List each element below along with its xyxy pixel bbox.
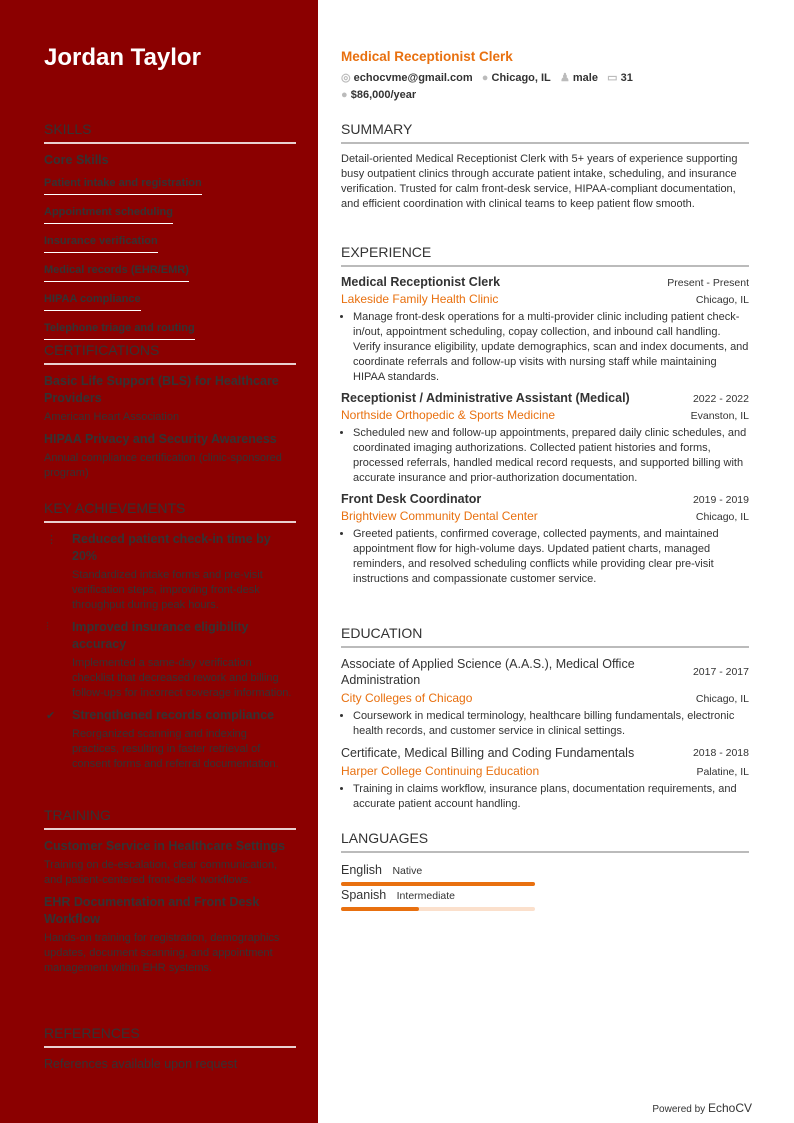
job-dates: 2019 - 2019 xyxy=(692,494,749,506)
skills-section xyxy=(44,121,296,347)
job-bullets xyxy=(341,426,749,486)
edu-location: Palatine, IL xyxy=(696,766,749,778)
skill-item: Medical records (EHR/EMR) xyxy=(44,264,189,282)
person-icon: ♟ xyxy=(559,72,570,84)
education-subheader xyxy=(341,691,749,705)
education-header xyxy=(341,656,749,688)
references-text: References available upon request xyxy=(44,1057,238,1071)
dots-icon: ⋮ xyxy=(46,534,57,546)
bullet: • Training in claims workflow, insurance plans, documentation requirements, and accurate patient account handling. xyxy=(353,782,749,812)
bullet: • Coursework in medical terminology, healthcare billing fundamentals, electronic health records, and customer service in clinical settings. xyxy=(353,709,749,739)
certification-desc: Annual compliance certification (clinic-sponsored program) xyxy=(44,452,282,479)
experience-header xyxy=(341,275,749,289)
languages-heading: LANGUAGES xyxy=(341,830,749,853)
experience-item xyxy=(341,492,749,587)
training-section xyxy=(44,807,296,982)
experience-subheader xyxy=(341,292,749,306)
achievement-desc: Standardized intake forms and pre-visit verification steps, improving front-desk throughput during peak hours. xyxy=(72,569,263,611)
email-icon: ◎ xyxy=(341,72,351,84)
header xyxy=(341,49,749,104)
skill-item: Appointment scheduling xyxy=(44,206,173,224)
experience-subheader xyxy=(341,509,749,523)
achievement-item xyxy=(44,619,296,701)
training-desc: Training on de-escalation, clear communication, and patient-centered front-desk workflows. xyxy=(44,859,278,886)
languages-section xyxy=(341,830,749,911)
language-level: Native xyxy=(392,865,423,877)
education-subheader xyxy=(341,764,749,778)
skill-item: HIPAA compliance xyxy=(44,293,141,311)
language-name: Spanish xyxy=(341,888,387,902)
job-bullets xyxy=(341,310,749,385)
bullet: • Greeted patients, confirmed coverage, collected payments, and maintained appointment flow for high-volume days. Updated patient charts, managed reminders, and resolved scheduling conflicts while providing clear pre-visit instructions and compassionate customer service. xyxy=(353,527,749,587)
references-section xyxy=(44,1025,296,1073)
powered-by: Powered by xyxy=(652,1104,706,1115)
salary: $86,000/year xyxy=(350,89,417,101)
company: Brightview Community Dental Center xyxy=(341,509,538,523)
education-heading: EDUCATION xyxy=(341,625,749,648)
check-circle-icon: ✔ xyxy=(46,710,56,722)
bullet: • Scheduled new and follow-up appointments, prepared daily clinic schedules, and coordinated imaging authorizations. Collected patient histories and forms, processed referrals, handled medical record requests, and supported billing with accurate insurance and prior-authorization documentation. xyxy=(353,426,749,486)
experience-subheader xyxy=(341,408,749,422)
summary-section xyxy=(341,121,749,212)
job-location: Chicago, IL xyxy=(695,511,749,523)
language-name: English xyxy=(341,863,382,877)
email: echocvme@gmail.com xyxy=(353,72,473,84)
age: 31 xyxy=(620,72,633,84)
training-title: Customer Service in Healthcare Settings xyxy=(44,839,286,853)
location: Chicago, IL xyxy=(491,72,551,84)
language-level: Intermediate xyxy=(396,890,456,902)
job-dates: Present - Present xyxy=(667,277,749,289)
achievement-desc: Reorganized scanning and indexing practices, resulting in faster retrieval of consent forms and referral documentation. xyxy=(72,728,279,770)
company: Northside Orthopedic & Sports Medicine xyxy=(341,408,556,422)
skill-item: Insurance verification xyxy=(44,235,158,253)
education-header xyxy=(341,745,749,761)
certifications-section xyxy=(44,342,296,487)
job-location: Chicago, IL xyxy=(695,294,749,306)
school: City Colleges of Chicago xyxy=(341,691,473,705)
summary-heading: SUMMARY xyxy=(341,121,749,144)
skill-item: Telephone triage and routing xyxy=(44,322,195,340)
achievements-heading: KEY ACHIEVEMENTS xyxy=(44,500,296,523)
degree: Certificate, Medical Billing and Coding Fundamentals xyxy=(341,746,635,760)
achievement-title: Improved insurance eligibility accuracy xyxy=(72,620,249,651)
education-item xyxy=(341,745,749,812)
edu-bullets xyxy=(341,782,749,812)
references-heading: REFERENCES xyxy=(44,1025,296,1048)
experience-heading: EXPERIENCE xyxy=(341,244,749,267)
training-title: EHR Documentation and Front Desk Workflow xyxy=(44,895,260,926)
language-level-bar xyxy=(341,907,535,911)
edu-dates: 2017 - 2017 xyxy=(692,666,749,678)
footer xyxy=(652,1101,752,1115)
language-label xyxy=(341,886,535,904)
location-icon: ● xyxy=(481,72,489,84)
job-location: Evanston, IL xyxy=(690,410,749,422)
edu-bullets xyxy=(341,709,749,739)
job-bullets xyxy=(341,527,749,587)
education-item xyxy=(341,656,749,739)
skill-item: Patient intake and registration xyxy=(44,177,202,195)
job-title: Medical Receptionist Clerk xyxy=(341,275,501,289)
achievement-item xyxy=(44,531,296,613)
salary-icon: ● xyxy=(341,89,348,101)
training-heading: TRAINING xyxy=(44,807,296,830)
edu-location: Chicago, IL xyxy=(695,693,749,705)
certification-title: Basic Life Support (BLS) for Healthcare Providers xyxy=(44,374,279,405)
sliders-icon: ⫶ xyxy=(46,621,49,633)
calendar-icon: ▭ xyxy=(607,72,618,84)
skills-subheading: Core Skills xyxy=(44,153,109,167)
experience-section xyxy=(341,244,749,593)
brand: EchoCV xyxy=(707,1101,752,1115)
experience-item xyxy=(341,275,749,385)
training-desc: Hands-on training for registration, demographics updates, document scanning, and appointment management within EHR systems. xyxy=(44,932,280,974)
achievement-item xyxy=(44,707,296,772)
achievement-title: Reduced patient check-in time by 20% xyxy=(72,532,271,563)
certifications-heading: CERTIFICATIONS xyxy=(44,342,296,365)
candidate-name: Jordan Taylor xyxy=(44,44,201,71)
certification-title: HIPAA Privacy and Security Awareness xyxy=(44,432,277,446)
job-title: Receptionist / Administrative Assistant (Medical) xyxy=(341,391,630,405)
experience-header xyxy=(341,492,749,506)
bullet: • Manage front-desk operations for a multi-provider clinic including patient check-in/out, appointment scheduling, copay collection, and inbound call handling. Verify insurance eligibility, update demographics, scan and index documents, and coordinate referrals and follow-up visits with nursing staff while maintaining HIPAA standards. xyxy=(353,310,749,385)
company: Lakeside Family Health Clinic xyxy=(341,292,499,306)
summary-text: Detail-oriented Medical Receptionist Clerk with 5+ years of experience supporting busy outpatient clinics through accurate patient intake, scheduling, and insurance verification. Trusted for calm front-desk service, HIPAA-compliant documentation, and efficient coordination with clinical teams to keep patient flow smooth. xyxy=(341,153,738,210)
job-title: Front Desk Coordinator xyxy=(341,492,482,506)
degree: Associate of Applied Science (A.A.S.), Medical Office Administration xyxy=(341,657,635,687)
experience-item xyxy=(341,391,749,486)
education-section xyxy=(341,625,749,818)
language-item xyxy=(341,861,535,886)
skills-heading: SKILLS xyxy=(44,121,296,144)
edu-dates: 2018 - 2018 xyxy=(692,747,749,759)
job-dates: 2022 - 2022 xyxy=(692,393,749,405)
language-label xyxy=(341,861,535,879)
language-level-fill xyxy=(341,907,419,911)
job-title: Medical Receptionist Clerk xyxy=(341,49,513,64)
achievements-section xyxy=(44,500,296,778)
school: Harper College Continuing Education xyxy=(341,764,540,778)
achievement-desc: Implemented a same-day verification checklist that decreased rework and billing follow-ups for incorrect coverage information. xyxy=(72,657,292,699)
gender: male xyxy=(572,72,598,84)
certification-desc: American Heart Association xyxy=(44,411,180,423)
language-item xyxy=(341,886,535,911)
experience-header xyxy=(341,391,749,405)
achievement-title: Strengthened records compliance xyxy=(72,708,275,722)
